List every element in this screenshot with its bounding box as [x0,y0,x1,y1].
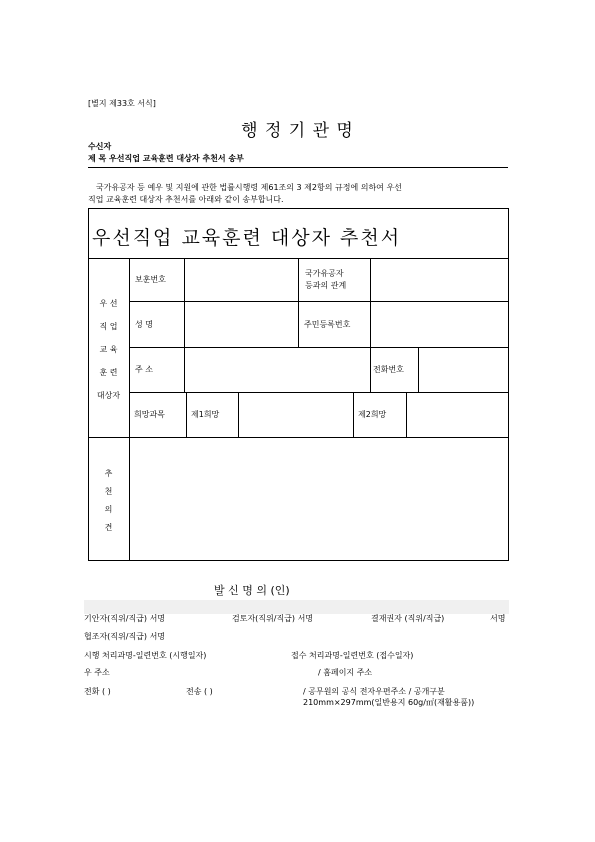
bohun-no-field[interactable] [186,262,296,299]
side-label-5: 대상자 [96,391,121,400]
intro-line-2: 직업 교육훈련 대상자 추천서를 아래와 같이 송부합니다. [88,195,284,204]
col-line [370,347,371,392]
intro-line-1: 국가유공자 등 예우 및 지원에 관한 법률시행령 제61조의 3 제2항의 규정에 의하여 우선 [96,183,402,192]
col-line [418,347,419,392]
address-field[interactable] [186,350,368,389]
bohun-no-label: 보훈번호 [135,275,166,284]
homepage-address: / 홈페이지 주소 [318,668,373,677]
desired-course-label: 희망과목 [134,410,165,419]
opinion-label-3: 의 [104,505,113,514]
opinion-label-4: 견 [104,523,113,532]
side-label-4: 훈 련 [99,368,118,377]
first-choice-field[interactable] [240,395,351,434]
col-line [353,392,354,437]
approver-sign-label: 서명 [490,614,506,623]
telephone: 전화 ( ) [84,687,111,696]
phone-field[interactable] [420,350,506,389]
col-line [186,392,187,437]
recipient-label: 수신자 [88,142,112,151]
row-line [129,347,509,348]
side-label-1: 우 선 [99,299,118,308]
fax: 전송 ( ) [186,687,213,696]
cooperator-signature: 협조자(직위/직급) 서명 [84,632,166,641]
col-line [184,258,185,347]
name-label: 성 명 [135,319,153,329]
row-line [88,437,509,438]
opinion-label-2: 천 [104,487,113,496]
drafter-signature: 기안자(직위/직급) 서명 [84,614,166,623]
second-choice-label: 제2희망 [358,410,387,419]
relation-label-line-2: 등과의 관계 [305,281,347,290]
col-line [370,258,371,347]
address-label: 주 소 [135,365,153,374]
col-line [129,258,130,561]
resident-no-field[interactable] [372,304,506,344]
zip-address: 우 주소 [84,668,110,677]
relation-label [305,268,346,292]
phone-label: 전화번호 [373,365,404,374]
first-choice-label: 제1희망 [191,410,220,419]
form-number: [별지 제33호 서식] [88,99,156,108]
agency-title: 행 정 기 관 명 [241,121,354,141]
col-line [184,347,185,392]
enforcement-info: 시행 처리과명-일련번호 (시행일자) [84,651,207,660]
side-label-3: 교 육 [99,345,118,354]
subject-line: 제 목 우선직업 교육훈련 대상자 추천서 송부 [88,154,244,163]
opinion-field[interactable] [131,440,506,558]
relation-field[interactable] [372,262,506,299]
relation-label-line-1: 국가유공자 [305,269,344,278]
opinion-label [88,465,129,537]
col-line [406,392,407,437]
col-line [238,392,239,437]
receipt-info: 접수 처리과명-일련번호 (접수일자) [291,651,414,660]
opinion-label-1: 추 [104,469,113,478]
name-field[interactable] [186,304,296,344]
side-label [88,292,129,407]
footer-shade [84,600,509,614]
second-choice-field[interactable] [408,395,506,434]
header-divider [88,167,508,168]
sender-name: 발 신 명 의 (인) [214,584,290,597]
col-line [298,258,299,347]
paper-spec: 210mm×297mm(일반용지 60g/㎡(재활용품)) [303,698,475,707]
resident-no-label: 주민등록번호 [304,319,351,329]
reviewer-signature: 검토자(직위/직급) 서명 [232,614,314,623]
form-title: 우선직업 교육훈련 대상자 추천서 [92,227,402,249]
approver-signature: 결재권자 (직위/직급) [371,614,445,623]
side-label-2: 직 업 [99,322,118,331]
email-disclosure: / 공무원의 공식 전자우편주소 / 공개구분 [303,687,445,696]
